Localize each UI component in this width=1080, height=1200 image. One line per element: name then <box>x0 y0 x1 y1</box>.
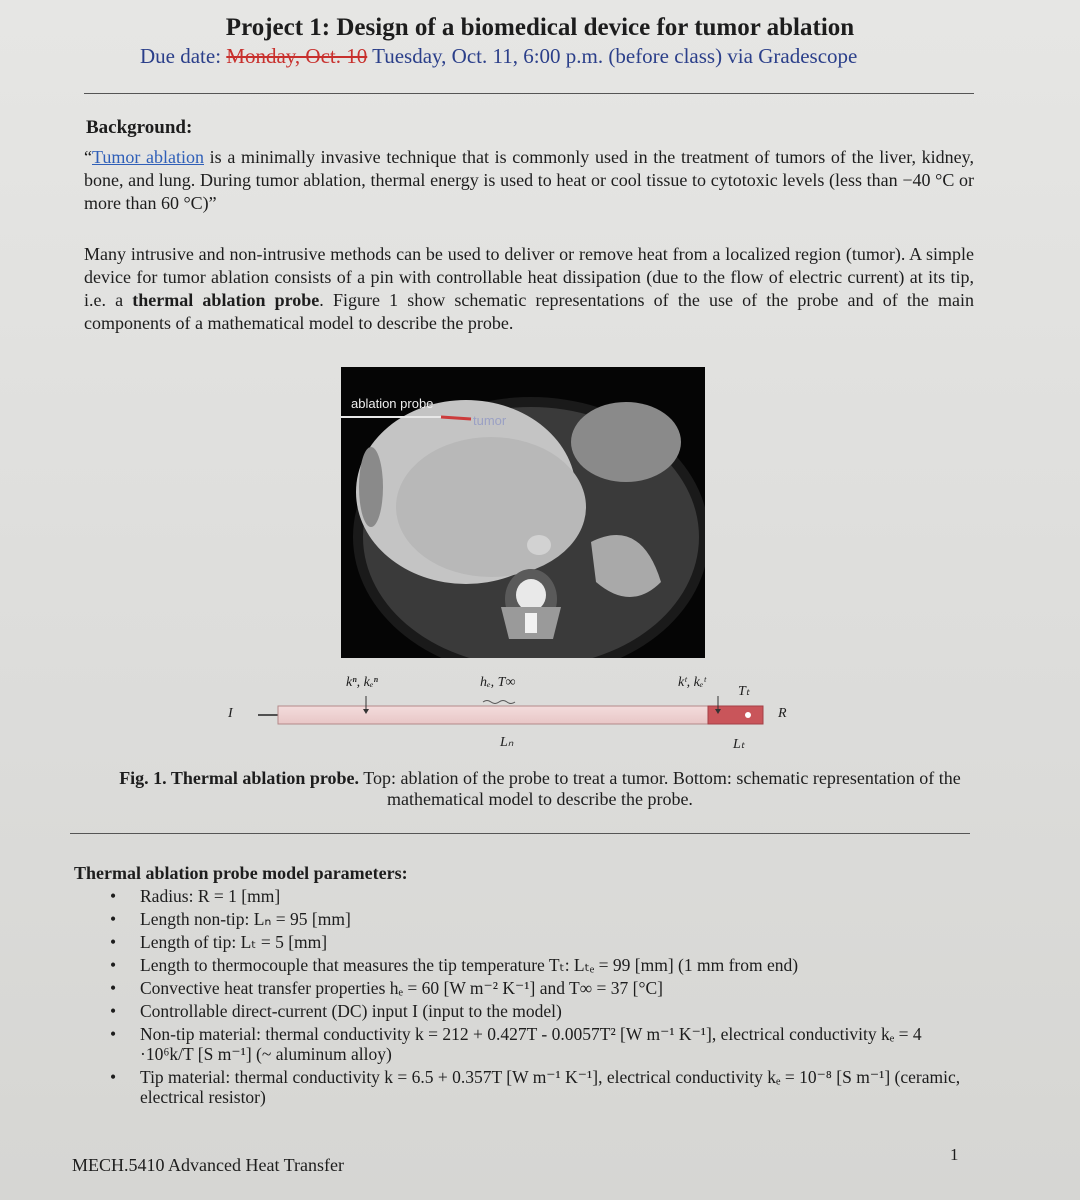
paragraph-2-text-b: . Figure 1 show schematic representations of the use of the probe and of the main components of a mathematical model to describe the probe. <box>84 290 974 333</box>
paragraph-2-bold: thermal ablation probe <box>132 290 320 310</box>
list-item: • Controllable direct-current (DC) input I (input to the model) <box>108 1001 968 1021</box>
tip-temperature-label: Tₜ <box>738 684 750 699</box>
background-heading: Background: <box>86 117 193 138</box>
background-paragraph-1 <box>84 146 974 215</box>
course-footer: MECH.5410 Advanced Heat Transfer <box>72 1155 344 1175</box>
paragraph-1-text: is a minimally invasive technique that is commonly used in the treatment of tumors of the liver, kidney, bone, and lung. During tumor ablation, thermal energy is used to heat or cool tissue to cytotoxic levels (less than −40 °C or more than 60 °C)” <box>84 147 975 213</box>
ct-label-tumor: tumor <box>473 413 507 428</box>
parameters-list <box>108 886 968 1110</box>
non-tip-length-label: Lₙ <box>500 735 514 750</box>
probe-tip <box>441 417 471 419</box>
list-item: • Length non-tip: Lₙ = 95 [mm] <box>108 909 968 929</box>
page-title: Project 1: Design of a biomedical device for tumor ablation <box>225 14 855 41</box>
tip-conductivity-label: kᵗ, kₑᵗ <box>678 675 706 690</box>
thermocouple <box>745 712 751 718</box>
caption-bold: Fig. 1. Thermal ablation probe. <box>119 768 360 788</box>
parameters-heading: Thermal ablation probe model parameters: <box>74 863 408 883</box>
list-item: • Radius: R = 1 [mm] <box>108 886 968 906</box>
probe-schematic <box>228 672 808 772</box>
open-quote: “ <box>84 147 92 167</box>
non-tip-conductivity-label: kⁿ, kₑⁿ <box>346 675 378 690</box>
caption-text: Top: ablation of the probe to treat a tumor. Bottom: schematic representation of the mathematical model to describe the probe. <box>359 768 961 809</box>
header-divider <box>84 93 974 94</box>
paragraph-2-text-a: Many intrusive and non-intrusive methods can be used to deliver or remove heat from a localized region (tumor). A simple device for tumor ablation consists of a pin with controllable heat dissipation (due to the flow of electric current) at its tip, i.e. a <box>84 244 974 310</box>
radius-label: R <box>778 706 787 721</box>
due-new-date: Tuesday, Oct. 11, 6:00 p.m. (before class) via Gradescope <box>372 44 858 68</box>
list-item: • Length to thermocouple that measures the tip temperature Tₜ: Lₜₑ = 99 [mm] (1 mm from end) <box>108 955 968 975</box>
ct-scan-image <box>341 367 705 658</box>
convection-label: hₑ, T∞ <box>480 675 516 690</box>
section-divider <box>70 833 970 834</box>
list-item: • Length of tip: Lₜ = 5 [mm] <box>108 932 968 952</box>
figure-caption <box>110 768 970 810</box>
page-number: 1 <box>950 1145 959 1164</box>
list-item: • Convective heat transfer properties hₑ = 60 [W m⁻² K⁻¹] and T∞ = 37 [°C] <box>108 978 968 998</box>
tip-segment <box>708 706 763 724</box>
tumor-ablation-link[interactable]: Tumor ablation <box>92 147 205 167</box>
list-item: • Tip material: thermal conductivity k = 6.5 + 0.357T [W m⁻¹ K⁻¹], electrical conductivity kₑ = 10⁻⁸ [S m⁻¹] (ceramic, electrical resistor) <box>108 1067 968 1107</box>
due-prefix: Due date: <box>140 44 222 68</box>
schematic-drawing <box>228 672 808 772</box>
current-symbol: I <box>228 706 233 721</box>
background-paragraph-2 <box>84 243 974 335</box>
ct-label-probe: ablation probe <box>351 396 434 411</box>
tip-length-label: Lₜ <box>733 737 745 752</box>
list-item: • Non-tip material: thermal conductivity k = 212 + 0.427T - 0.0057T² [W m⁻¹ K⁻¹], electrical conductivity kₑ = 4 ·10⁶k/T [S m⁻¹] (~ aluminum alloy) <box>108 1024 968 1064</box>
due-date <box>140 44 857 69</box>
due-struck-date: Monday, Oct. 10 <box>226 44 368 68</box>
non-tip-rod <box>278 706 708 724</box>
